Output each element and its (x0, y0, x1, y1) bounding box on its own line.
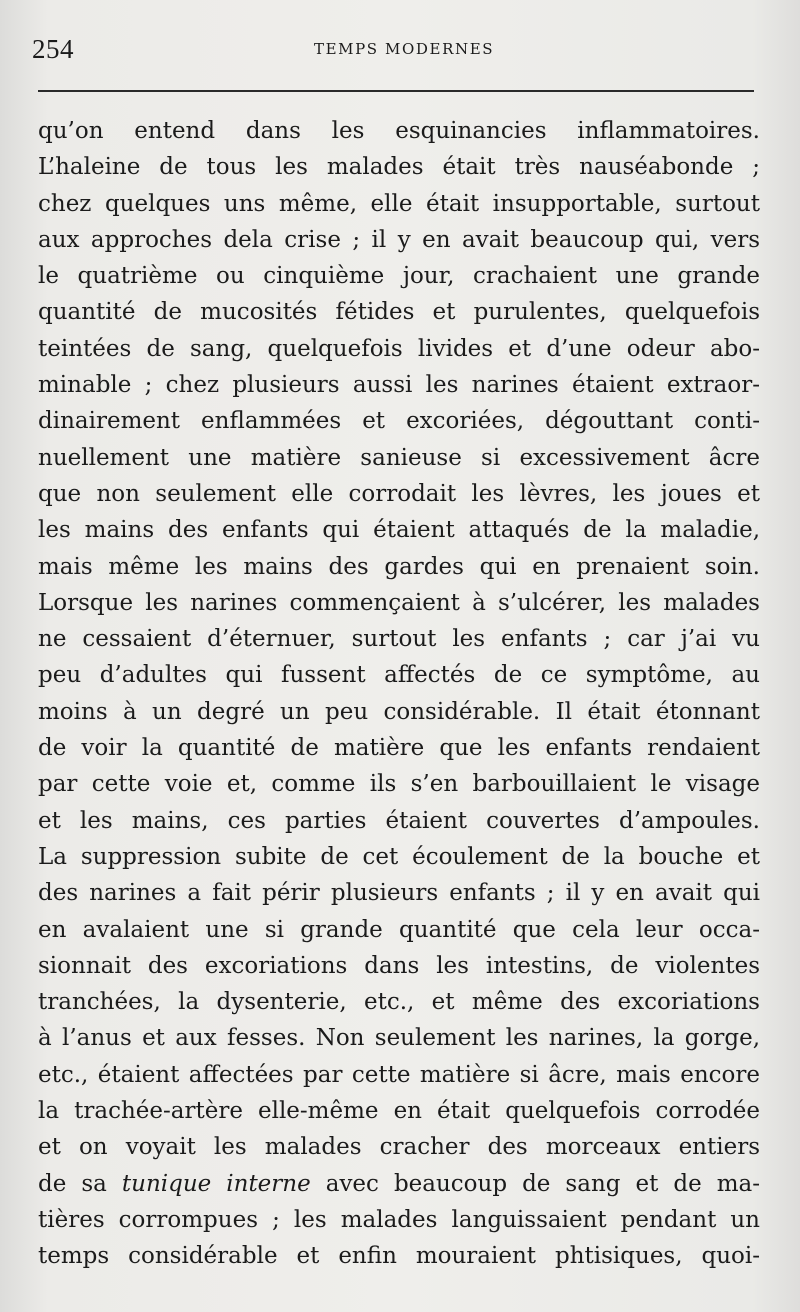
text-line: la trachée-artère elle-même en était quelquefois corrodée (38, 1098, 760, 1125)
text-line: par cette voie et, comme ils s’en barbouillaient le visage (38, 771, 760, 798)
text-line: tières corrompues ; les malades languissaient pendant un (38, 1206, 760, 1233)
text-line: Lorsque les narines commençaient à s’ulcérer, les malades (38, 589, 760, 616)
text-line: ne cessaient d’éternuer, surtout les enfants ; car j’ai vu (38, 626, 760, 653)
line-segment: de sa (38, 1170, 122, 1197)
text-line: mais même les mains des gardes qui en prenaient soin. (38, 553, 760, 580)
text-line: etc., étaient affectées par cette matière si âcre, mais encore (38, 1061, 760, 1088)
text-line: tranchées, la dysenterie, etc., et même des excoriations (38, 989, 760, 1016)
body-text (38, 113, 760, 1275)
text-line: teintées de sang, quelquefois livides et d’une odeur abo- (38, 335, 760, 362)
text-line-italic-phrase (38, 1166, 760, 1202)
text-line: peu d’adultes qui fussent affectés de ce symptôme, au (38, 662, 760, 689)
text-line: dinairement enflammées et excoriées, dégouttant conti- (38, 408, 760, 435)
text-line: moins à un degré un peu considérable. Il était étonnant (38, 698, 760, 725)
text-line: aux approches dela crise ; il y en avait beaucoup qui, vers (38, 226, 760, 253)
text-line: L’haleine de tous les malades était très nauséabonde ; (38, 154, 760, 181)
line-segment: avec beaucoup de sang et de ma- (310, 1170, 760, 1197)
text-line: chez quelques uns même, elle était insupportable, surtout (38, 190, 760, 217)
text-line: de voir la quantité de matière que les enfants rendaient (38, 735, 760, 762)
header-rule (38, 90, 754, 92)
text-line: minable ; chez plusieurs aussi les narines étaient extraor- (38, 372, 760, 399)
text-line: et les mains, ces parties étaient couvertes d’ampoules. (38, 807, 760, 834)
text-line: en avalaient une si grande quantité que cela leur occa- (38, 916, 760, 943)
text-line: temps considérable et enfin mouraient phtisiques, quoi- (38, 1243, 760, 1270)
text-line: quantité de mucosités fétides et purulentes, quelquefois (38, 299, 760, 326)
running-title: TEMPS MODERNES (314, 40, 495, 58)
text-line: qu’on entend dans les esquinancies inflammatoires. (38, 118, 760, 144)
page-number: 254 (32, 34, 74, 64)
text-line: des narines a fait périr plusieurs enfants ; il y en avait qui (38, 880, 760, 907)
running-head (32, 30, 750, 70)
text-line: nuellement une matière sanieuse si excessivement âcre (38, 444, 760, 471)
text-line: que non seulement elle corrodait les lèvres, les joues et (38, 480, 760, 507)
text-line: les mains des enfants qui étaient attaqués de la maladie, (38, 517, 760, 544)
text-line: sionnait des excoriations dans les intestins, de violentes (38, 952, 760, 979)
text-line: le quatrième ou cinquième jour, crachaient une grande (38, 263, 760, 290)
italic-phrase: tunique interne (121, 1170, 311, 1197)
text-line: à l’anus et aux fesses. Non seulement les narines, la gorge, (38, 1025, 760, 1052)
text-line: et on voyait les malades cracher des morceaux entiers (38, 1134, 760, 1161)
text-line: La suppression subite de cet écoulement de la bouche et (38, 843, 760, 870)
